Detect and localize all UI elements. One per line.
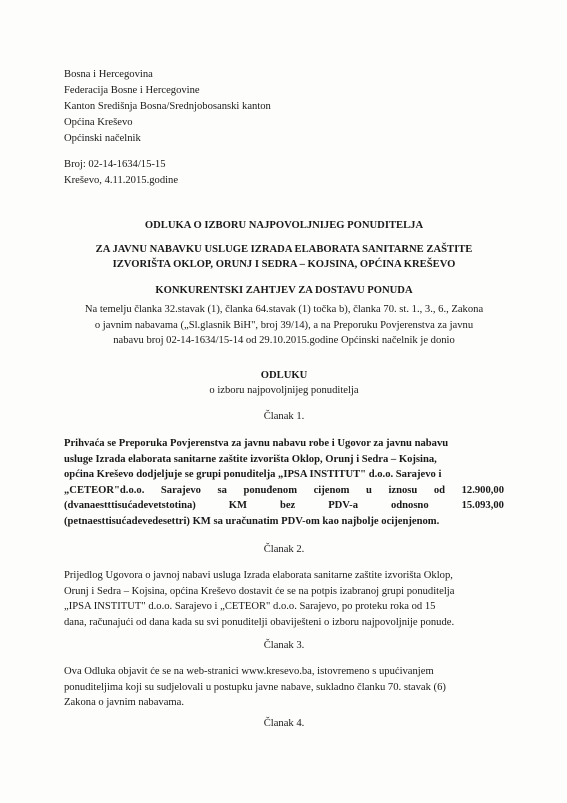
article-2-line-1: Prijedlog Ugovora o javnoj nabavi usluga Izrada elaborata sanitarne zaštite izvorišta Oklop, — [64, 570, 453, 581]
main-title: ODLUKA O IZBORU NAJPOVOLJNIJEG PONUDITELJA — [144, 220, 424, 231]
subject-title-line-1: ZA JAVNU NABAVKU USLUGE IZRADA ELABORATA SANITARNE ZAŠTITE — [95, 244, 473, 255]
article-1-word: PDV-a — [328, 500, 358, 511]
procedure-title: KONKURENTSKI ZAHTJEV ZA DOSTAVU PONUDA — [155, 285, 413, 296]
article-4-heading: Članak 4. — [263, 718, 305, 729]
intro-line-3: nabavu broj 02-14-1634/15-14 od 29.10.2015.godine Općinski načelnik je donio — [113, 335, 455, 346]
article-1-line-3: općina Kreševo dodjeljuje se grupi ponuditelja „IPSA INSTITUT" d.o.o. Sarajevo i — [64, 469, 442, 480]
article-3-text — [64, 664, 504, 711]
article-2-line-3: „IPSA INSTITUT" d.o.o. Sarajevo i „CETEOR" d.o.o. Sarajevo, po proteku roka od 15 — [64, 601, 436, 612]
article-1-word: cijenom — [313, 484, 350, 496]
article-3-line-2: ponuditeljima koji su sudjelovali u postupku javne nabave, sukladno članku 70. stavak (6) — [64, 681, 446, 693]
article-1-word: od — [433, 484, 446, 496]
article-1-word: Sarajevo — [160, 484, 201, 496]
header-federation: Federacija Bosne i Hercegovine — [64, 85, 200, 96]
reference-number: Broj: 02-14-1634/15-15 — [64, 159, 166, 170]
article-1-word: sa — [217, 484, 227, 496]
article-2-heading: Članak 2. — [263, 544, 305, 555]
header-country: Bosna i Hercegovina — [64, 69, 153, 80]
subject-title — [64, 242, 504, 272]
article-1-word: „CETEOR"d.o.o. — [64, 484, 145, 496]
decision-title: ODLUKU — [260, 370, 308, 381]
article-2-line-2: Orunj i Sedra – Kojsina, općina Kreševo dostavit će se na potpis izabranoj grupi ponuditelja — [64, 585, 455, 597]
article-1-word: bez — [279, 500, 296, 511]
intro-paragraph — [60, 302, 508, 349]
article-1-text — [64, 436, 504, 529]
intro-line-1: Na temelju članka 32.stavak (1), članka 64.stavak (1) točka b), članka 70. st. 1., 3., 6., Zakona — [84, 304, 484, 315]
header-canton: Kanton Središnja Bosna/Srednjobosanski kanton — [64, 101, 271, 112]
article-3-line-3: Zakona o javnim nabavama. — [64, 697, 185, 708]
intro-line-2: o javnim nabavama („Sl.glasnik BiH", broj 39/14), a na Preporuku Povjerenstva za javnu — [94, 319, 474, 331]
article-1-amount-net: 12.900,00 — [461, 484, 504, 496]
article-1-line-2: usluge Izrada elaborata sanitarne zaštite izvorišta Oklop, Orunj i Sedra – Kojsina, — [64, 453, 437, 465]
issuer-header — [64, 67, 271, 147]
article-1-line-6: (petnaesttisućadevedesettri) KM sa uračunatim PDV-om kao najbolje ocijenjenom. — [64, 515, 440, 527]
article-1-word: KM — [228, 500, 248, 511]
article-1-word: odnosno — [390, 500, 429, 511]
article-1-word: iznosu — [388, 484, 418, 496]
article-3-line-1: Ova Odluka objavit će se na web-stranici www.kresevo.ba, istovremeno s upućivanjem — [64, 666, 434, 677]
header-municipality: Općina Kreševo — [64, 117, 133, 128]
reference-place-date: Kreševo, 4.11.2015.godine — [64, 175, 179, 186]
decision-subtitle: o izboru najpovoljnijeg ponuditelja — [209, 385, 359, 396]
article-2-line-4: dana, računajući od dana kada su svi ponuditelji obaviješteni o izboru najpovoljnije ponude. — [64, 616, 455, 628]
subject-title-line-2: IZVORIŠTA OKLOP, ORUNJ I SEDRA – KOJSINA, OPĆINA KREŠEVO — [112, 259, 456, 270]
article-1-heading: Članak 1. — [263, 411, 305, 422]
article-1-word: u — [366, 484, 372, 496]
article-1-line-5 — [64, 498, 504, 514]
article-3-heading: Članak 3. — [263, 640, 305, 651]
article-1-amount-gross: 15.093,00 — [461, 500, 504, 511]
header-mayor: Općinski načelnik — [64, 133, 141, 144]
article-1-word: (dvanaestttisućadevetstotina) — [64, 500, 196, 511]
reference-block — [64, 157, 178, 189]
article-1-line-4 — [64, 483, 504, 499]
article-2-text — [64, 568, 504, 630]
article-1-word: ponuđenom — [243, 484, 298, 496]
article-1-line-1: Prihvaća se Preporuka Povjerenstva za javnu nabavu robe i Ugovor za javnu nabavu — [64, 438, 449, 449]
